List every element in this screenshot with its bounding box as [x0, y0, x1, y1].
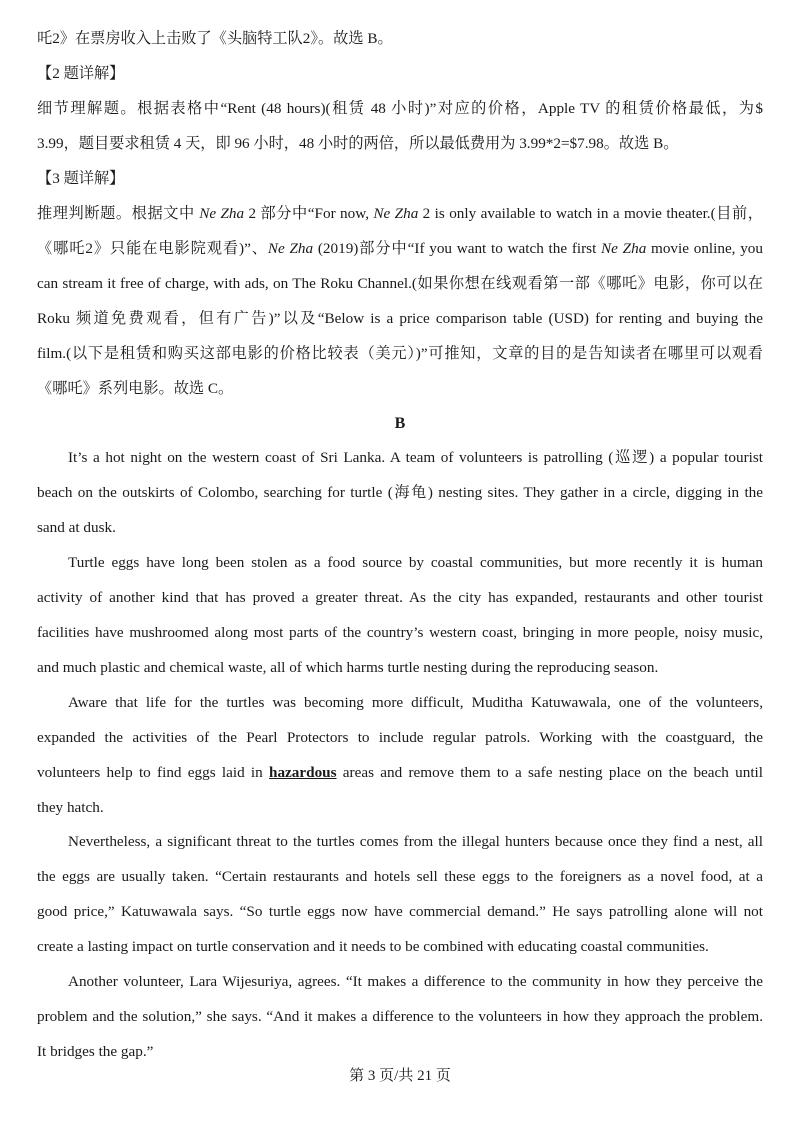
- highlighted-word: hazardous: [269, 764, 337, 781]
- passage-line: create a lasting impact on turtle conservation and it needs to be combined with educating coastal communities.: [37, 938, 709, 955]
- q3-explanation-line: 推理判断题。根据文中 Ne Zha 2 部分中“For now, Ne Zha 2 is only available to watch in a movie theater.(目前，: [37, 205, 763, 222]
- passage-line: and much plastic and chemical waste, all of which harms turtle nesting during the reproducing season.: [37, 659, 659, 676]
- passage-line: Aware that life for the turtles was becoming more difficult, Muditha Katuwawala, one of the volunteers,: [68, 694, 763, 711]
- q3-explanation-line: 《哪吒》系列电影。故选 C。: [37, 380, 234, 397]
- q3-explanation-line: can stream it free of charge, with ads, on The Roku Channel.(如果你想在线观看第一部《哪吒》电影，你可以在: [37, 275, 763, 292]
- q3-heading: 【3 题详解】: [37, 170, 125, 187]
- passage-line: they hatch.: [37, 799, 104, 816]
- page-number: 第 3 页/共 21 页: [349, 1068, 451, 1084]
- q2-explanation-line: 细节理解题。根据表格中“Rent (48 hours)(租赁 48 小时)”对应的价格，Apple TV 的租赁价格最低，为$: [37, 100, 763, 117]
- passage-line: volunteers help to find eggs laid in hazardous areas and remove them to a safe nesting place on the beach until: [37, 764, 763, 781]
- passage-line: sand at dusk.: [37, 519, 116, 536]
- passage-line: expanded the activities of the Pearl Protectors to include regular patrols. Working with the coastguard, the: [37, 729, 763, 746]
- q3-explanation-line: film.(以下是租赁和购买这部电影的价格比较表（美元）)”可推知，文章的目的是告知读者在哪里可以观看: [37, 345, 763, 362]
- section-title: B: [394, 415, 406, 432]
- passage-line: problem and the solution,” she says. “And it makes a difference to the volunteers in how they approach the problem.: [37, 1008, 763, 1025]
- previous-answer-tail: 吒2》在票房收入上击败了《头脑特工队2》。故选 B。: [37, 30, 393, 47]
- passage-line: Turtle eggs have long been stolen as a food source by coastal communities, but more recently it is human: [68, 554, 763, 571]
- q3-explanation-line: Roku 频道免费观看，但有广告)”以及“Below is a price comparison table (USD) for renting and buying the: [37, 310, 763, 327]
- passage-line: the eggs are usually taken. “Certain restaurants and hotels sell these eggs to the foreigners as a novel food, at a: [37, 868, 763, 885]
- passage-line: facilities have mushroomed along most parts of the country’s western coast, bringing in more people, noisy music,: [37, 624, 763, 641]
- q3-explanation-line: 《哪吒2》只能在电影院观看)”、Ne Zha (2019)部分中“If you want to watch the first Ne Zha movie online, you: [37, 240, 763, 257]
- passage-line: activity of another kind that has proved a greater threat. As the city has expanded, restaurants and other tourist: [37, 589, 763, 606]
- passage-line: It bridges the gap.”: [37, 1043, 154, 1060]
- passage-line: Another volunteer, Lara Wijesuriya, agrees. “It makes a difference to the community in how they perceive the: [68, 973, 763, 990]
- passage-line: beach on the outskirts of Colombo, searching for turtle (海龟) nesting sites. They gather in a circle, digging in the: [37, 484, 763, 501]
- passage-line: Nevertheless, a significant threat to the turtles comes from the illegal hunters because once they find a nest, all: [68, 833, 763, 850]
- passage-line: It’s a hot night on the western coast of Sri Lanka. A team of volunteers is patrolling (巡逻) a popular tourist: [68, 449, 763, 466]
- passage-line: good price,” Katuwawala says. “So turtle eggs now have commercial demand.” He says patrolling alone will not: [37, 903, 763, 920]
- q2-explanation-line: 3.99，题目要求租赁 4 天，即 96 小时，48 小时的两倍，所以最低费用为 3.99*2=$7.98。故选 B。: [37, 135, 679, 152]
- q2-heading: 【2 题详解】: [37, 65, 125, 82]
